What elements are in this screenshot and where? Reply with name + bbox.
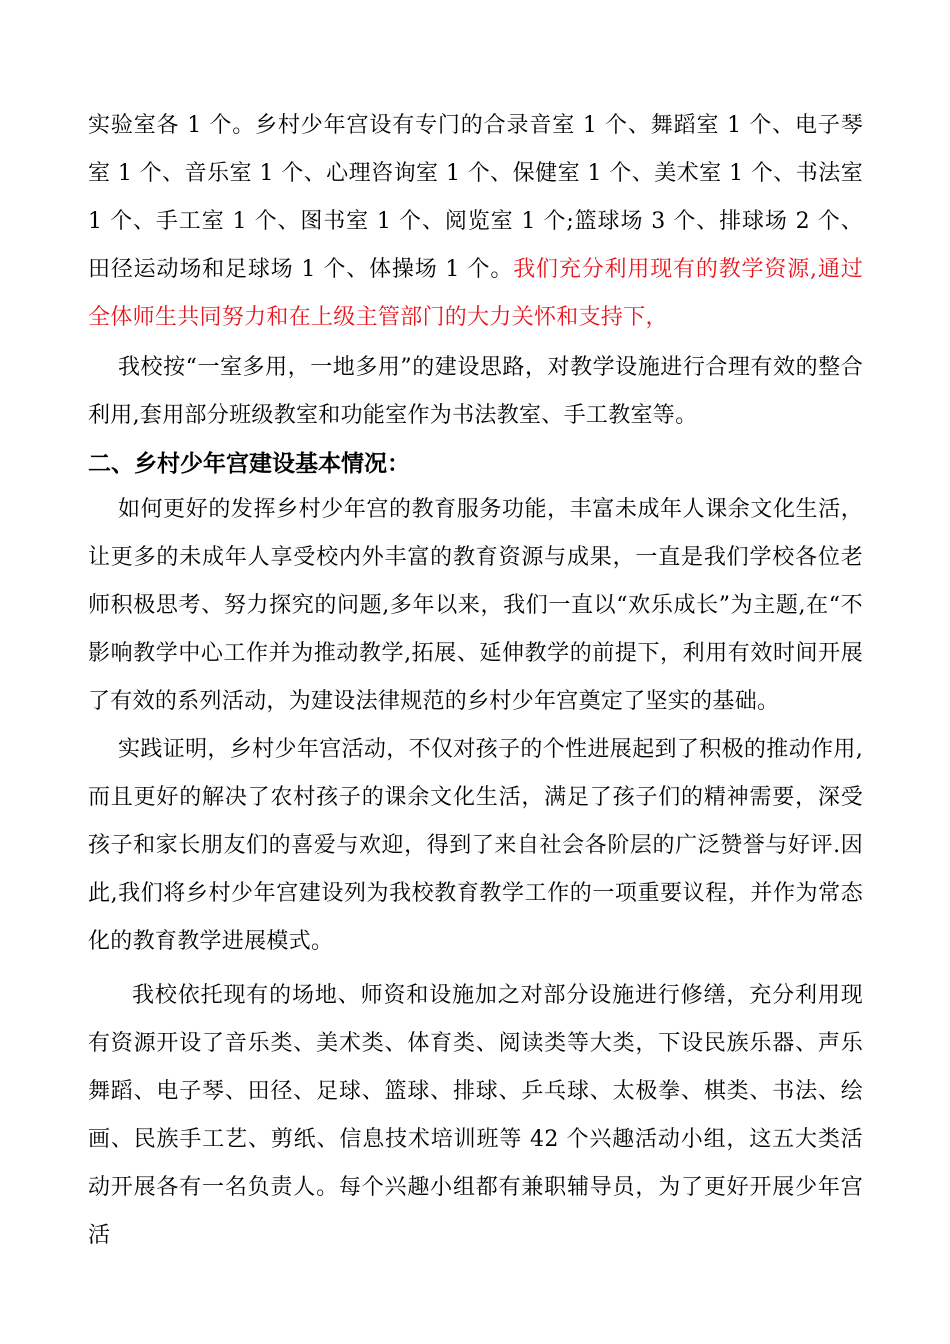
highlighted-text: 我们充分利用现有的教学资源,通过全体师生共同努力和在上级主管部门的大力关怀和支持下， bbox=[88, 257, 863, 330]
document-page bbox=[88, 102, 863, 1260]
paragraph-facilities bbox=[88, 102, 863, 342]
paragraph-how-better: 如何更好的发挥乡村少年宫的教育服务功能，丰富未成年人课余文化生活，让更多的未成年人享受校内外丰富的教育资源与成果，一直是我们学校各位老师积极思考、努力探究的问题,多年以来，我们一直以“欢乐成长”为主题,在“不影响教学中心工作并为推动教学,拓展、延伸教学的前提下，利用有效时间开展了有效的系列活动，为建设法律规范的乡村少年宫奠定了坚实的基础。 bbox=[88, 497, 863, 714]
section-heading: 二、乡村少年宫建设基本情况： bbox=[88, 451, 410, 477]
paragraph-school-resources: 我校依托现有的场地、师资和设施加之对部分设施进行修缮，充分利用现有资源开设了音乐类、美术类、体育类、阅读类等大类，下设民族乐器、声乐舞蹈、电子琴、田径、足球、篮球、排球、乒乓球、太极拳、棋类、书法、绘画、民族手工艺、剪纸、信息技术培训班等 42 个兴趣活动小组，这五大类活动开展各有一名负责人。每个兴趣小组都有兼职辅导员，为了更好开展少年宫活 bbox=[88, 983, 863, 1248]
paragraph-multi-use: 我校按“一室多用，一地多用”的建设思路，对教学设施进行合理有效的整合利用,套用部分班级教室和功能室作为书法教室、手工教室等。 bbox=[88, 355, 863, 428]
paragraph-practice-proves: 实践证明，乡村少年宫活动，不仅对孩子的个性进展起到了积极的推动作用,而且更好的解决了农村孩子的课余文化生活，满足了孩子们的精神需要，深受孩子和家长朋友们的喜爱与欢迎，得到了来自社会各阶层的广泛赞誉与好评.因此,我们将乡村少年宫建设列为我校教育教学工作的一项重要议程，并作为常态化的教育教学进展模式。 bbox=[88, 737, 863, 954]
facilities-text: 实验室各 1 个。乡村少年宫设有专门的合录音室 1 个、舞蹈室 1 个、电子琴室 1 个、音乐室 1 个、心理咨询室 1 个、保健室 1 个、美术室 1 个、书法室 1 个、手工室 1 个、图书室 1 个、阅览室 1 个;篮球场 3 个、排球场 2 个、田径运动场和足球场 1 个、体操场 1 个。 bbox=[88, 113, 863, 282]
